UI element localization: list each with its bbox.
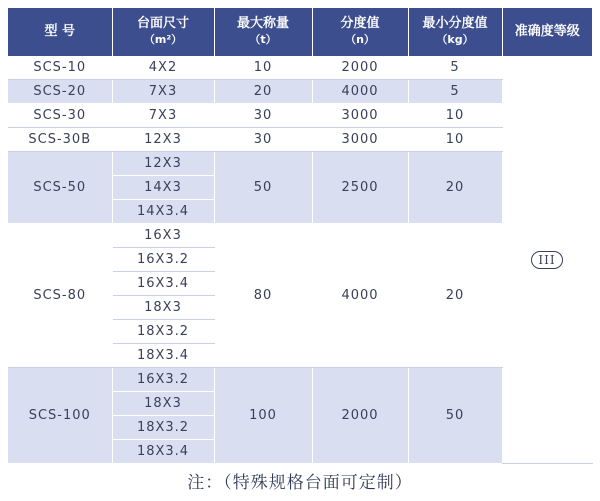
header-size: 台面尺寸 （m²）	[112, 8, 214, 56]
cell-size: 12X3	[112, 128, 214, 152]
cell-size: 16X3	[112, 224, 214, 248]
cell-min-division: 20	[408, 224, 502, 368]
cell-capacity: 50	[214, 152, 312, 224]
cell-division: 2000	[312, 368, 408, 464]
header-max-capacity: 最大称量 （t）	[214, 8, 312, 56]
cell-size: 18X3.4	[112, 440, 214, 464]
header-model: 型 号	[8, 8, 112, 56]
cell-size: 18X3	[112, 392, 214, 416]
cell-size: 4X2	[112, 56, 214, 80]
customization-note: 注：（特殊规格台面可定制）	[187, 473, 413, 493]
header-division: 分度值 （n）	[312, 8, 408, 56]
cell-size: 14X3.4	[112, 200, 214, 224]
cell-accuracy-grade	[502, 56, 592, 464]
cell-size: 7X3	[112, 104, 214, 128]
header-max-capacity-unit: （t）	[249, 33, 277, 46]
cell-capacity: 10	[214, 56, 312, 80]
cell-size: 18X3	[112, 296, 214, 320]
cell-min-division: 5	[408, 80, 502, 104]
cell-min-division: 5	[408, 56, 502, 80]
cell-model: SCS-20	[8, 80, 112, 104]
header-min-division: 最小分度值 （kg）	[408, 8, 502, 56]
cell-size: 16X3.2	[112, 368, 214, 392]
cell-size: 7X3	[112, 80, 214, 104]
cell-division: 2000	[312, 56, 408, 80]
cell-size: 12X3	[112, 152, 214, 176]
cell-division: 2500	[312, 152, 408, 224]
cell-model: SCS-30B	[8, 128, 112, 152]
cell-division: 3000	[312, 128, 408, 152]
header-accuracy: 准确度等级	[502, 8, 592, 56]
cell-size: 18X3.2	[112, 320, 214, 344]
cell-capacity: 100	[214, 368, 312, 464]
header-size-unit: （m²）	[143, 33, 183, 46]
cell-model: SCS-80	[8, 224, 112, 368]
cell-division: 4000	[312, 224, 408, 368]
cell-model: SCS-10	[8, 56, 112, 80]
spec-table	[8, 8, 593, 464]
cell-model: SCS-100	[8, 368, 112, 464]
cell-min-division: 10	[408, 104, 502, 128]
cell-size: 16X3.2	[112, 248, 214, 272]
cell-model: SCS-30	[8, 104, 112, 128]
cell-min-division: 10	[408, 128, 502, 152]
cell-division: 4000	[312, 80, 408, 104]
cell-size: 18X3.2	[112, 416, 214, 440]
cell-size: 16X3.4	[112, 272, 214, 296]
cell-min-division: 20	[408, 152, 502, 224]
cell-division: 3000	[312, 104, 408, 128]
cell-min-division: 50	[408, 368, 502, 464]
header-min-division-unit: （kg）	[436, 33, 474, 46]
header-row	[8, 8, 592, 56]
cell-capacity: 30	[214, 104, 312, 128]
header-division-unit: （n）	[345, 33, 375, 46]
cell-model: SCS-50	[8, 152, 112, 224]
spec-table-container	[8, 8, 592, 464]
table-row	[8, 56, 592, 80]
cell-capacity: 80	[214, 224, 312, 368]
cell-capacity: 20	[214, 80, 312, 104]
cell-capacity: 30	[214, 128, 312, 152]
cell-size: 18X3.4	[112, 344, 214, 368]
cell-size: 14X3	[112, 176, 214, 200]
accuracy-grade-badge: III	[531, 251, 562, 269]
